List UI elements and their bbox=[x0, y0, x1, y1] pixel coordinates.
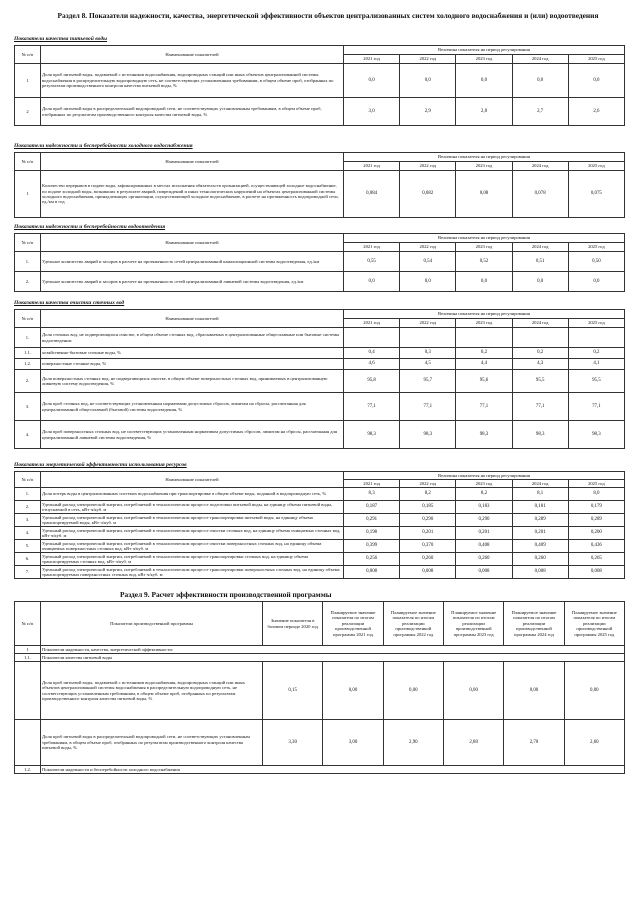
year-header: 2023 год bbox=[456, 480, 512, 488]
row-value: 0,15 bbox=[263, 662, 323, 720]
row-value: 0,078 bbox=[512, 171, 568, 218]
row-value: 0,260 bbox=[456, 553, 512, 566]
col-values-header: Величина показателя на период регулирования bbox=[344, 472, 625, 480]
col-values-header: Величина показателя на период регулирования bbox=[344, 310, 625, 319]
row-num: 7. bbox=[15, 566, 41, 579]
year-header: 2023 год bbox=[456, 319, 512, 328]
year-header: 2023 год bbox=[456, 162, 512, 171]
row-value: 0,008 bbox=[344, 566, 400, 579]
row-value: 0,008 bbox=[400, 566, 456, 579]
row-value: 0,198 bbox=[344, 527, 400, 540]
row-value bbox=[344, 328, 400, 348]
row-value: 0,00 bbox=[504, 662, 564, 720]
row-value: 8,3 bbox=[344, 488, 400, 501]
year-header: 2022 год bbox=[400, 243, 456, 252]
row-num: 1. bbox=[15, 328, 41, 348]
col-2023-header: Планируемое значение показателя по итогам реализации производственной программы 2023 год bbox=[443, 602, 503, 646]
table-row bbox=[15, 646, 625, 654]
section9-title: Раздел 9. Расчет эффективности производственной программы bbox=[120, 590, 332, 599]
table-row bbox=[15, 370, 625, 393]
year-header: 2023 год bbox=[456, 243, 512, 252]
row-value: 0,201 bbox=[400, 527, 456, 540]
row-value: 2,9 bbox=[400, 98, 456, 126]
table5-caption: Показатели энергетической эффективности использования ресурсов bbox=[14, 462, 187, 468]
row-value: 0,55 bbox=[344, 252, 400, 272]
row-value: 0,00 bbox=[383, 662, 443, 720]
row-value: 2,90 bbox=[383, 720, 443, 766]
year-header: 2024 год bbox=[512, 162, 568, 171]
row-value: 98,3 bbox=[400, 421, 456, 449]
row-value: 4,5 bbox=[400, 359, 456, 370]
table-row bbox=[15, 553, 625, 566]
row-value: 0,187 bbox=[344, 501, 400, 514]
row-value: 0,0 bbox=[400, 272, 456, 292]
year-header: 2024 год bbox=[512, 55, 568, 64]
row-value: 0,4 bbox=[344, 348, 400, 359]
row-value: 0,408 bbox=[456, 540, 512, 553]
row-value: 2,70 bbox=[504, 720, 564, 766]
row-value: 0,290 bbox=[400, 514, 456, 527]
row-value: 0,0 bbox=[568, 272, 624, 292]
col-num-header: № п/п bbox=[15, 602, 41, 646]
row-section-name: Показатели надежности и бесперебойности холодного водоснабжения bbox=[41, 766, 625, 774]
row-num: 1 bbox=[15, 646, 41, 654]
col-num-header: № п/п bbox=[15, 310, 41, 328]
col-base-header: Значение показателя в базовом периоде 2020 год bbox=[263, 602, 323, 646]
col-values-header: Величина показателя на период регулирования bbox=[344, 46, 625, 55]
water-quality-table bbox=[14, 45, 625, 126]
col-name-header: Наименование показателей bbox=[41, 46, 344, 64]
row-value: 2,60 bbox=[564, 720, 624, 766]
table-row bbox=[15, 662, 625, 720]
row-value: 98,3 bbox=[512, 421, 568, 449]
row-value: 2,80 bbox=[443, 720, 503, 766]
table-row bbox=[15, 272, 625, 292]
row-num: 2. bbox=[15, 272, 41, 292]
row-value bbox=[400, 328, 456, 348]
row-num: 2. bbox=[15, 501, 41, 514]
row-value: 0,181 bbox=[512, 501, 568, 514]
row-value: 95,8 bbox=[344, 370, 400, 393]
row-value: 0,201 bbox=[456, 527, 512, 540]
row-value: 0,409 bbox=[512, 540, 568, 553]
row-value: 3,0 bbox=[344, 98, 400, 126]
cold-water-reliability-table bbox=[14, 152, 625, 218]
row-name: Доля проб поверхностных сточных вод, не соответствующих установленным нормативам допустимых сбросов, лимитам на сбросы, рассчитанная для централизованной ливневой системы водоотведения, % bbox=[41, 421, 344, 449]
year-header: 2021 год bbox=[344, 162, 400, 171]
row-value: 0,51 bbox=[512, 252, 568, 272]
row-value: 0,082 bbox=[400, 171, 456, 218]
row-value bbox=[568, 328, 624, 348]
row-value: 4,4 bbox=[456, 359, 512, 370]
row-value: 0,0 bbox=[568, 64, 624, 98]
table-row bbox=[15, 488, 625, 501]
row-value: 77,1 bbox=[512, 393, 568, 421]
year-header: 2025 год bbox=[568, 243, 624, 252]
col-num-header: № п/п bbox=[15, 46, 41, 64]
table4-caption: Показатели качества очистки сточных вод bbox=[14, 300, 125, 306]
col-num-header: № п/п bbox=[15, 234, 41, 252]
row-value: 0,0 bbox=[512, 272, 568, 292]
year-header: 2024 год bbox=[512, 243, 568, 252]
row-value: 0,54 bbox=[400, 252, 456, 272]
row-value: 95,5 bbox=[568, 370, 624, 393]
row-value: 0,50 bbox=[568, 252, 624, 272]
table-row bbox=[15, 252, 625, 272]
row-name: Доля сточных вод, не подвергающихся очистке, в общем объеме сточных вод, сбрасываемых в централизованные общесплавные или бытовые системы водоотведения: bbox=[41, 328, 344, 348]
row-num: 4. bbox=[15, 527, 41, 540]
row-value: 2,8 bbox=[456, 98, 512, 126]
row-value: 0,00 bbox=[323, 662, 383, 720]
year-header: 2022 год bbox=[400, 319, 456, 328]
row-num: 5. bbox=[15, 540, 41, 553]
row-value: 0,008 bbox=[512, 566, 568, 579]
row-value: 95,7 bbox=[400, 370, 456, 393]
row-value: 0,08 bbox=[456, 171, 512, 218]
table3-caption: Показатели надежности и бесперебойности водоотведения bbox=[14, 224, 166, 230]
row-num: 1. bbox=[15, 488, 41, 501]
row-value: 8,1 bbox=[512, 488, 568, 501]
table-row bbox=[15, 527, 625, 540]
row-value: 0,0 bbox=[344, 272, 400, 292]
col-values-header: Величина показателя на период регулирования bbox=[344, 234, 625, 243]
row-value: 0,2 bbox=[512, 348, 568, 359]
table-row bbox=[15, 393, 625, 421]
row-value: 2,6 bbox=[568, 98, 624, 126]
drainage-reliability-table bbox=[14, 233, 625, 292]
col-name-header: Наименование показателей bbox=[41, 310, 344, 328]
row-value: 3,30 bbox=[263, 720, 323, 766]
row-value: 0,00 bbox=[443, 662, 503, 720]
row-num: 1 bbox=[15, 171, 41, 218]
row-value: 0,289 bbox=[568, 514, 624, 527]
row-value: 0,200 bbox=[568, 527, 624, 540]
row-value: 77,1 bbox=[400, 393, 456, 421]
year-header: 2024 год bbox=[512, 480, 568, 488]
year-header: 2025 год bbox=[568, 480, 624, 488]
row-name: Удельное количество аварий и засоров в расчете на протяженность сетей централизованной ливневой системы водоотведения, ед./км bbox=[41, 272, 344, 292]
row-value: 0,260 bbox=[400, 553, 456, 566]
row-num: 4. bbox=[15, 421, 41, 449]
row-value: 0,2 bbox=[456, 348, 512, 359]
table-row bbox=[15, 654, 625, 662]
col-name-header: Наименование показателей bbox=[41, 153, 344, 171]
row-section-name: Показатели качества питьевой воды bbox=[41, 654, 625, 662]
table-row bbox=[15, 720, 625, 766]
col-name-header: Наименование показателей bbox=[41, 472, 344, 488]
row-name: Доля проб питьевой воды в распределительной водопроводной сети, не соответствующих установленным требованиям, в общем объеме проб, отобранных по результатам производственного контроля качества питьевой воды, % bbox=[41, 98, 344, 126]
row-num: 2 bbox=[15, 98, 41, 126]
row-name: Удельное количество аварий и засоров в расчете на протяженность сетей централизованной канализационной системы водоотведения, ед./км bbox=[41, 252, 344, 272]
col-2025-header: Планируемое значение показателя по итогам реализации производственной программы 2025 год bbox=[564, 602, 624, 646]
row-value: 8,2 bbox=[456, 488, 512, 501]
row-value: 77,1 bbox=[456, 393, 512, 421]
row-value: 0,179 bbox=[568, 501, 624, 514]
table-row bbox=[15, 501, 625, 514]
row-value: 8,2 bbox=[400, 488, 456, 501]
row-name: Доля потерь воды в централизованных системах водоснабжения при транспортировке в общем объеме воды, поданной в водопроводную сеть, % bbox=[41, 488, 344, 501]
table-row bbox=[15, 421, 625, 449]
row-value: 0,0 bbox=[400, 64, 456, 98]
table-row bbox=[15, 359, 625, 370]
row-value: 0,183 bbox=[456, 501, 512, 514]
row-num: 1 bbox=[15, 64, 41, 98]
table-row bbox=[15, 766, 625, 774]
row-value: 0,256 bbox=[344, 553, 400, 566]
table-row bbox=[15, 328, 625, 348]
row-value: 4,3 bbox=[512, 359, 568, 370]
row-num: 3. bbox=[15, 393, 41, 421]
year-header: 2025 год bbox=[568, 162, 624, 171]
year-header: 2021 год bbox=[344, 243, 400, 252]
row-value: 0,008 bbox=[456, 566, 512, 579]
year-header: 2022 год bbox=[400, 480, 456, 488]
row-value: 0,3 bbox=[400, 348, 456, 359]
row-value: 0,260 bbox=[512, 553, 568, 566]
row-num: 3. bbox=[15, 514, 41, 527]
row-value: 0,370 bbox=[400, 540, 456, 553]
row-value bbox=[512, 328, 568, 348]
col-2022-header: Планируемое значение показателя по итогам реализации производственной программы 2022 год bbox=[383, 602, 443, 646]
row-value: 0,084 bbox=[344, 171, 400, 218]
row-name: хозяйственно-бытовые сточные воды, % bbox=[41, 348, 344, 359]
row-value: 0,436 bbox=[568, 540, 624, 553]
row-name: Удельный расход электрической энергии, потребляемой в технологическом процессе транспортировки поверхностных сточных вод, на единицу объема транспортируемых поверхностных сточных вод, кВт·ч/куб. м bbox=[41, 566, 344, 579]
year-header: 2022 год bbox=[400, 55, 456, 64]
year-header: 2025 год bbox=[568, 55, 624, 64]
row-value: 95,6 bbox=[456, 370, 512, 393]
row-value: 0,290 bbox=[456, 514, 512, 527]
row-value: 98,3 bbox=[456, 421, 512, 449]
table-row bbox=[15, 540, 625, 553]
row-name: Доля проб питьевой воды, подаваемой с источников водоснабжения, водопроводных станций или иных объектов централизованной системы водоснабжения в распределительную водопроводную сеть, не соответствующих установленным требованиям, в общем объеме проб, отобранных по результатам производственного контроля качества питьевой воды, % bbox=[41, 662, 263, 720]
table-row bbox=[15, 566, 625, 579]
row-name: Удельный расход электрической энергии, потребляемой в технологическом процессе подготовки питьевой воды, на единицу объема питьевой воды, отпускаемой в сеть, кВт·ч/куб. м bbox=[41, 501, 344, 514]
row-value: 3,00 bbox=[323, 720, 383, 766]
table-row bbox=[15, 64, 625, 98]
row-value: 0,265 bbox=[568, 553, 624, 566]
table-row bbox=[15, 98, 625, 126]
row-value: 4,1 bbox=[568, 359, 624, 370]
row-value: 0,0 bbox=[512, 64, 568, 98]
row-value: 4,6 bbox=[344, 359, 400, 370]
row-name: Удельный расход электрической энергии, потребляемой в технологическом процессе очистки сточных вод, на единицу объема очищаемых сточных вод, кВт·ч/куб. м bbox=[41, 527, 344, 540]
row-value: 77,1 bbox=[568, 393, 624, 421]
wastewater-treatment-table bbox=[14, 309, 625, 449]
col-num-header: № п/п bbox=[15, 153, 41, 171]
row-num: 1. bbox=[15, 252, 41, 272]
row-value: 0,00 bbox=[564, 662, 624, 720]
row-value: 98,3 bbox=[568, 421, 624, 449]
row-num: 1.2. bbox=[15, 766, 41, 774]
table-row bbox=[15, 171, 625, 218]
row-name: Доля поверхностных сточных вод, не подвергающихся очистке, в общем объеме поверхностных сточных вод, принимаемых в централизованную ливневую систему водоотведения, % bbox=[41, 370, 344, 393]
col-2021-header: Планируемое значение показателя по итогам реализации производственной программы 2021 год bbox=[323, 602, 383, 646]
row-name: Количество перерывов в подаче воды, зафиксированных в местах исполнения обязательств организацией, осуществляющей холодное водоснабжение, по подаче холодной воды, возникших в результате аварий, повреждений и иных технологических нарушений на объектах централизованной системы холодного водоснабжения, принадлежащих организации, осуществляющей холодное водоснабжение, в расчете на протяженность водопроводной сети, ед./км в год bbox=[41, 171, 344, 218]
row-name: Удельный расход электрической энергии, потребляемой в технологическом процессе транспортировки питьевой воды, на единицу объема транспортируемой воды, кВт·ч/куб. м bbox=[41, 514, 344, 527]
row-name: Доля проб питьевой воды в распределительной водопроводной сети, не соответствующих установленным требованиям, в общем объеме проб, отобранных по результатам производственного контроля качества питьевой воды, % bbox=[41, 720, 263, 766]
row-value: 0,2 bbox=[568, 348, 624, 359]
col-name-header: Показатели производственной программы bbox=[41, 602, 263, 646]
col-2024-header: Планируемое значение показателя по итогам реализации производственной программы 2024 год bbox=[504, 602, 564, 646]
row-value: 0,185 bbox=[400, 501, 456, 514]
row-num: 2. bbox=[15, 370, 41, 393]
col-num-header: № п/п bbox=[15, 472, 41, 488]
table2-caption: Показатели надежности и бесперебойности холодного водоснабжения bbox=[14, 143, 193, 149]
row-num: 1.1. bbox=[15, 654, 41, 662]
row-value: 98,3 bbox=[344, 421, 400, 449]
col-values-header: Величина показателя на период регулирования bbox=[344, 153, 625, 162]
year-header: 2022 год bbox=[400, 162, 456, 171]
row-num bbox=[15, 662, 41, 720]
row-value: 0,0 bbox=[456, 272, 512, 292]
year-header: 2021 год bbox=[344, 55, 400, 64]
table-row bbox=[15, 514, 625, 527]
row-value: 2,7 bbox=[512, 98, 568, 126]
table-row bbox=[15, 348, 625, 359]
row-value bbox=[456, 328, 512, 348]
production-program-table bbox=[14, 601, 625, 774]
row-value: 0,0 bbox=[344, 64, 400, 98]
row-num: 1.2. bbox=[15, 359, 41, 370]
row-num: 1.1. bbox=[15, 348, 41, 359]
year-header: 2021 год bbox=[344, 480, 400, 488]
row-name: Доля проб сточных вод, не соответствующих установленным нормативам допустимых сбросов, лимитам на сбросы, рассчитанная для централизованной общесплавной (бытовой) системы водоотведения, % bbox=[41, 393, 344, 421]
row-value: 0,201 bbox=[512, 527, 568, 540]
row-value: 0,008 bbox=[568, 566, 624, 579]
year-header: 2024 год bbox=[512, 319, 568, 328]
year-header: 2021 год bbox=[344, 319, 400, 328]
section8-title: Раздел 8. Показатели надежности, качества, энергетической эффективности объектов централизованных систем холодного водоснабжения и (или) водоотведения bbox=[57, 11, 599, 20]
year-header: 2023 год bbox=[456, 55, 512, 64]
row-value: 0,52 bbox=[456, 252, 512, 272]
row-section-name: Показатели надежности, качества, энергетической эффективности: bbox=[41, 646, 625, 654]
row-value: 0,075 bbox=[568, 171, 624, 218]
row-value: 95,5 bbox=[512, 370, 568, 393]
table1-caption: Показатели качества питьевой воды bbox=[14, 36, 108, 42]
row-num bbox=[15, 720, 41, 766]
row-num: 6. bbox=[15, 553, 41, 566]
col-name-header: Наименование показателей bbox=[41, 234, 344, 252]
row-name: Доля проб питьевой воды, подаваемой с источников водоснабжения, водопроводных станций или иных объектов централизованной системы водоснабжения в распределительную водопроводную сеть, не соответствующих установленным требованиям, в общем объеме проб, отобранных по результатам производственного контроля качества питьевой воды, % bbox=[41, 64, 344, 98]
row-value: 0,0 bbox=[456, 64, 512, 98]
year-header: 2025 год bbox=[568, 319, 624, 328]
row-value: 8,0 bbox=[568, 488, 624, 501]
energy-efficiency-table bbox=[14, 471, 625, 579]
row-value: 77,1 bbox=[344, 393, 400, 421]
row-value: 0,291 bbox=[344, 514, 400, 527]
row-name: поверхностные сточные воды, % bbox=[41, 359, 344, 370]
row-name: Удельный расход электрической энергии, потребляемой в технологическом процессе транспортировки сточных вод, на единицу объема транспортируемых сточных вод, кВт·ч/куб. м bbox=[41, 553, 344, 566]
row-value: 0,289 bbox=[512, 514, 568, 527]
row-name: Удельный расход электрической энергии, потребляемой в технологическом процессе очистки поверхностных сточных вод, на единицу объема очищаемых поверхностных сточных вод, кВт·ч/куб. м bbox=[41, 540, 344, 553]
row-value: 0,399 bbox=[344, 540, 400, 553]
